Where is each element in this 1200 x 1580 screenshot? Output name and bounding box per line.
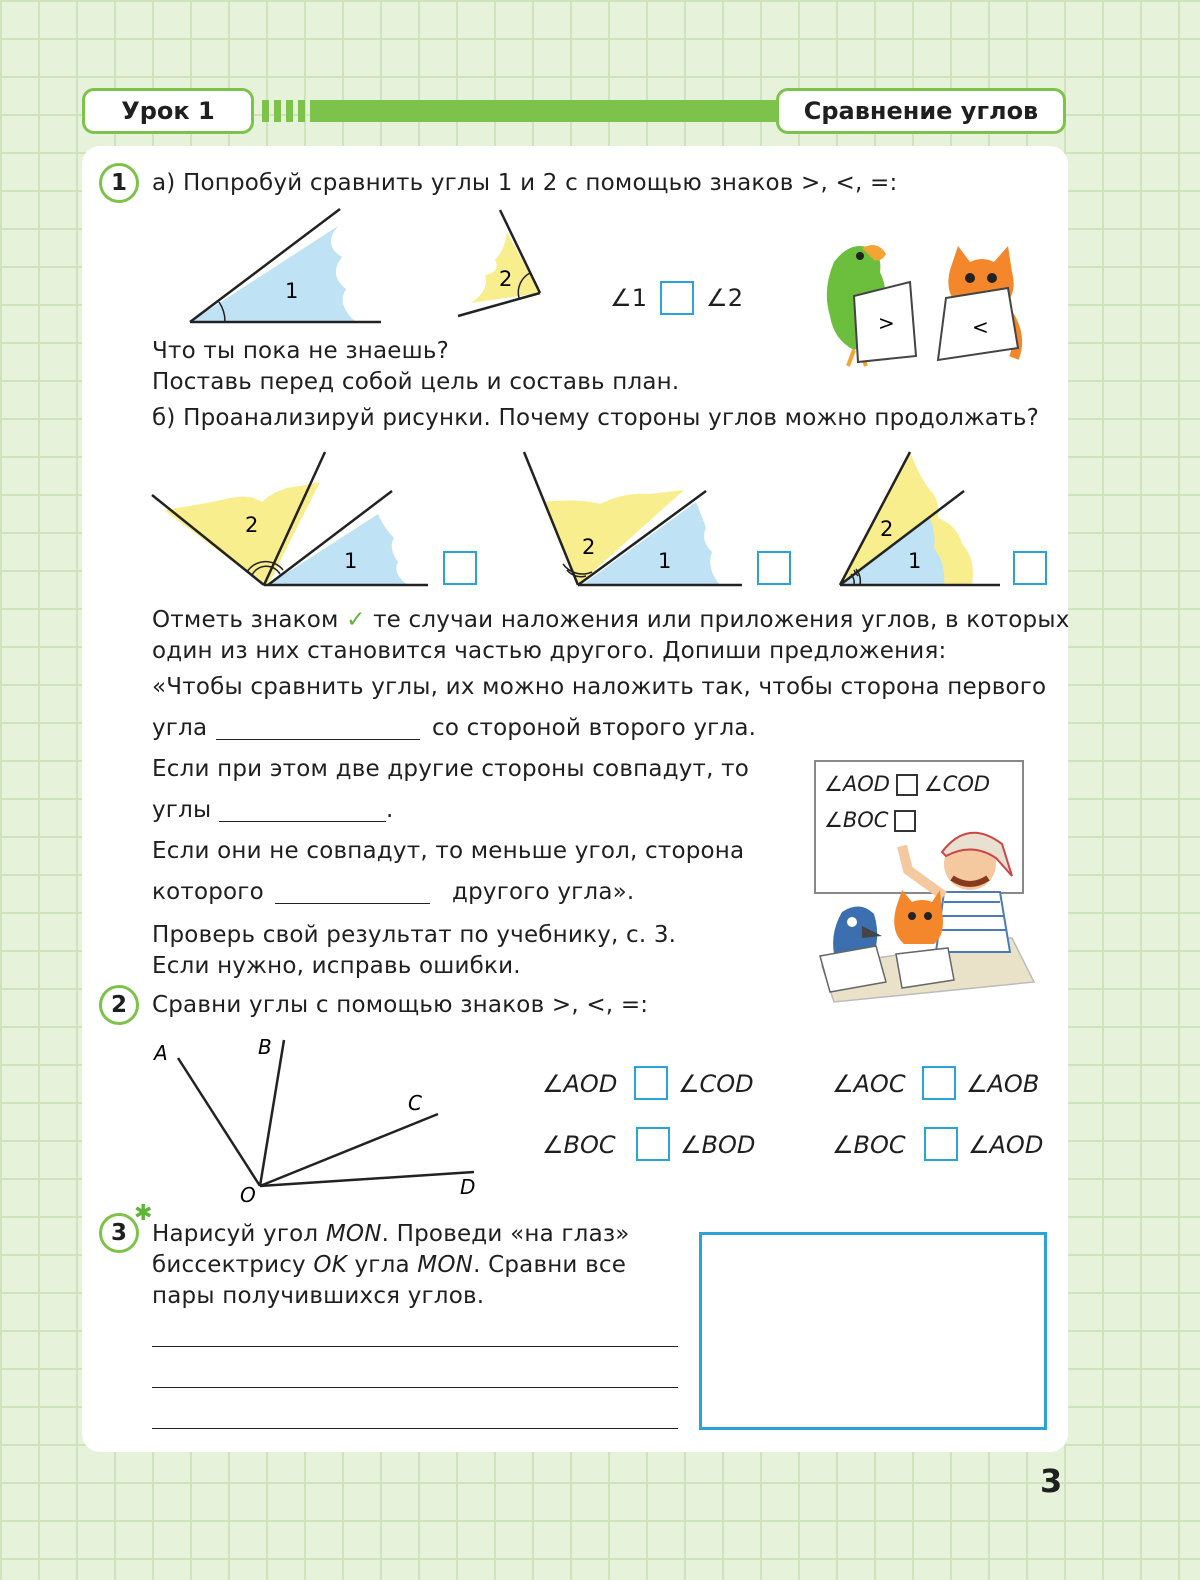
check-mark-icon: ✓ <box>346 607 366 633</box>
comparison-3-left: ∠BOC <box>542 1131 616 1159</box>
rays-figure <box>150 1036 490 1212</box>
comparison-box-4[interactable] <box>924 1127 958 1161</box>
comparison-4-left: ∠BOC <box>832 1131 906 1159</box>
board-box-1 <box>896 774 918 796</box>
advanced-star-icon: ✱ <box>134 1201 153 1226</box>
blank-line-3[interactable] <box>275 903 430 904</box>
point-a-label: A <box>154 1041 168 1065</box>
drawing-area-box[interactable] <box>699 1232 1047 1430</box>
point-o-label: O <box>240 1183 256 1207</box>
blank-line-1[interactable] <box>216 739 420 740</box>
svg-text:2: 2 <box>582 535 596 559</box>
comparison-2-left: ∠AOC <box>832 1070 906 1098</box>
compare-angle-2: ∠2 <box>706 284 744 312</box>
question-line-1: Что ты пока не знаешь? <box>152 338 450 364</box>
check-line-2: Если нужно, исправь ошибки. <box>152 953 521 979</box>
compare-box-angles-1-2[interactable] <box>660 281 694 315</box>
task3-line2-part-e: . Сравни все <box>473 1252 627 1278</box>
comparison-1-left: ∠AOD <box>542 1070 618 1098</box>
point-c-label: C <box>408 1091 422 1115</box>
task3-line-1 <box>152 1219 630 1250</box>
topic-title: Сравнение углов <box>776 88 1066 134</box>
answer-line-2[interactable] <box>152 1387 678 1388</box>
task1-part-b-text: б) Проанализируй рисунки. Почему стороны углов можно продолжать? <box>152 405 1039 431</box>
task3-line2-ok: OK <box>313 1252 347 1278</box>
comparison-3-right: ∠BOD <box>680 1131 756 1159</box>
answer-line-1[interactable] <box>152 1346 678 1347</box>
sentence-6-start: которого <box>152 879 264 905</box>
svg-text:1: 1 <box>658 549 672 573</box>
page-number: 3 <box>1040 1462 1063 1500</box>
task3-line-3: пары получившихся углов. <box>152 1283 485 1309</box>
task-number-3: 3 <box>99 1213 139 1253</box>
lesson-header <box>82 88 1066 134</box>
header-stripes <box>262 100 776 122</box>
task3-line2-part-c: угла <box>346 1252 418 1278</box>
comparison-4-right: ∠AOD <box>968 1131 1044 1159</box>
task-number-1: 1 <box>99 163 139 203</box>
comparison-aod-cod <box>542 1067 617 1101</box>
comparison-box-2[interactable] <box>922 1066 956 1100</box>
overlay-check-box-2[interactable] <box>757 551 791 585</box>
sentence-4-start: углы <box>152 797 212 823</box>
overlay-figure-1 <box>150 448 440 590</box>
pirate-students-illustration <box>812 816 1037 1002</box>
point-b-label: B <box>258 1035 272 1059</box>
overlay-figure-2 <box>520 448 750 590</box>
sentence-6-end: другого угла». <box>452 879 635 905</box>
board-row-1 <box>824 772 990 796</box>
svg-text:1: 1 <box>908 549 922 573</box>
blank-line-2[interactable] <box>219 821 386 822</box>
lesson-label: Урок 1 <box>82 88 254 134</box>
mark-instruction-start: Отметь знаком <box>152 607 339 633</box>
comparison-2-right: ∠AOB <box>966 1070 1040 1098</box>
sentence-line-5: Если они не совпадут, то меньше угол, сторона <box>152 838 745 864</box>
parrot-cat-illustration <box>812 232 1042 372</box>
task3-line1-part-c: . Проведи «на глаз» <box>381 1221 630 1247</box>
sentence-line-3: Если при этом две другие стороны совпадут, то <box>152 756 750 782</box>
board-angle-cod: ∠COD <box>923 772 991 796</box>
angle-2-label: 2 <box>499 267 513 291</box>
mark-instruction-end: те случаи наложения или приложения углов, в которых <box>373 607 1070 633</box>
task2-text: Сравни углы с помощью знаков >, <, =: <box>152 992 649 1018</box>
comparison-box-1[interactable] <box>634 1066 668 1100</box>
mark-instruction-line-2: один из них становится частью другого. Допиши предложения: <box>152 638 947 664</box>
task3-line1-mon: MON <box>325 1221 382 1247</box>
board-angle-aod: ∠AOD <box>824 772 890 796</box>
overlay-check-box-3[interactable] <box>1013 551 1047 585</box>
answer-line-3[interactable] <box>152 1428 678 1429</box>
parrot-sign: > <box>878 311 895 335</box>
sentence-2-start: угла <box>152 715 208 741</box>
task3-line2-part-a: биссектрису <box>152 1252 314 1278</box>
svg-text:1: 1 <box>344 549 358 573</box>
task3-line-2 <box>152 1250 626 1281</box>
angle-1-label: 1 <box>285 279 299 303</box>
svg-text:2: 2 <box>245 513 259 537</box>
sentence-line-1: «Чтобы сравнить углы, их можно наложить так, чтобы сторона первого <box>152 674 1047 700</box>
check-line-1: Проверь свой результат по учебнику, с. 3. <box>152 922 677 948</box>
task1-part-a-text: а) Попробуй сравнить углы 1 и 2 с помощью знаков >, <, =: <box>152 170 898 196</box>
compare-angle-1: ∠1 <box>610 284 648 312</box>
svg-text:2: 2 <box>880 517 894 541</box>
board-angle-boc: ∠BOC <box>824 808 889 832</box>
task-number-2: 2 <box>99 985 139 1025</box>
overlay-check-box-1[interactable] <box>443 551 477 585</box>
point-d-label: D <box>460 1175 476 1199</box>
question-line-2: Поставь перед собой цель и составь план. <box>152 369 680 395</box>
mark-instruction-line-1 <box>152 605 1070 636</box>
comparison-1-right: ∠COD <box>678 1070 754 1098</box>
sentence-4-end: . <box>386 797 394 823</box>
sentence-2-end: со стороной второго угла. <box>432 715 757 741</box>
comparison-box-3[interactable] <box>636 1127 670 1161</box>
task3-line2-mon: MON <box>417 1252 474 1278</box>
angle-1-figure <box>150 205 390 335</box>
overlay-figure-3 <box>834 448 1014 590</box>
cat-sign: < <box>972 315 989 339</box>
angle-2-figure <box>455 210 550 320</box>
task3-line1-part-a: Нарисуй угол <box>152 1221 326 1247</box>
